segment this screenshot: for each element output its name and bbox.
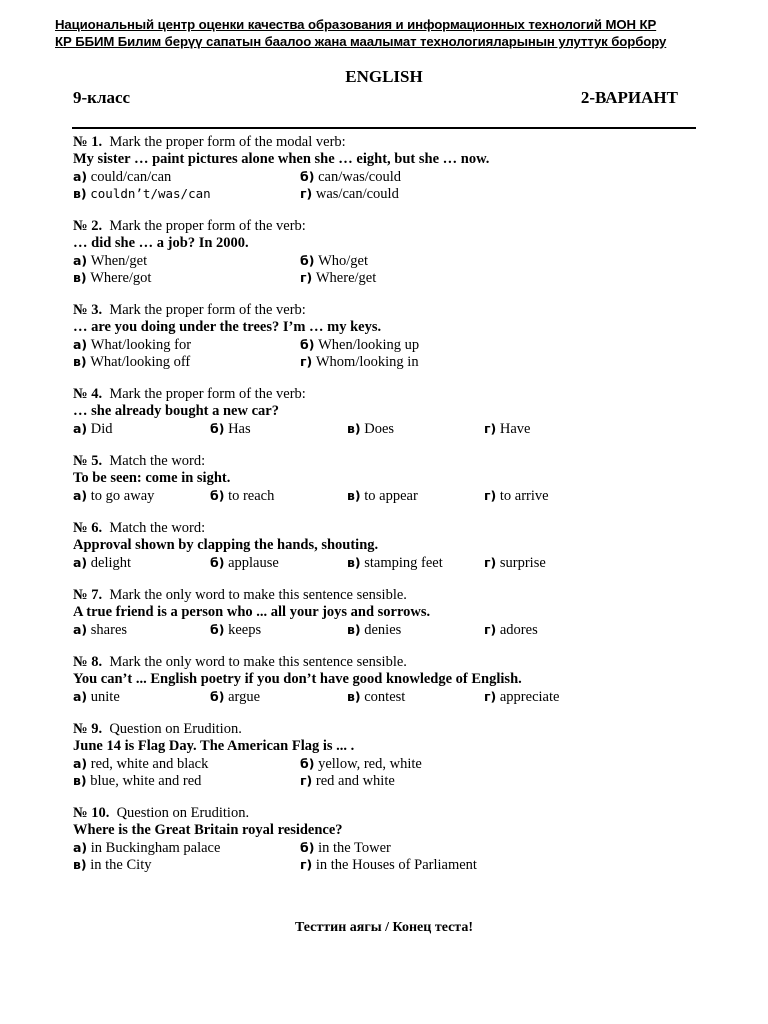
- grade-label: 9-класс: [73, 88, 131, 107]
- question-prompt: … did she … a job? In 2000.: [73, 235, 249, 251]
- question-instruction: Match the word:: [109, 453, 206, 469]
- header-line-2: КР ББИМ Билим берүү сапатын баалоо жана маалымат технологияларынын улуттук борбору: [55, 34, 667, 49]
- question-instruction: Mark the proper form of the verb:: [109, 302, 306, 318]
- question-1: [73, 134, 713, 202]
- answer-option: в) to appear: [347, 488, 418, 504]
- answer-option: г) appreciate: [484, 689, 560, 705]
- answer-option: б) keeps: [210, 622, 262, 638]
- question-number: № 3.: [73, 302, 103, 318]
- question-prompt: A true friend is a person who ... all your joys and sorrows.: [73, 604, 431, 620]
- question-instruction: Match the word:: [109, 520, 206, 536]
- test-end-note: Тесттин аягы / Конец теста!: [294, 920, 474, 935]
- answer-option: б) to reach: [210, 488, 275, 504]
- answer-option: а) red, white and black: [73, 756, 209, 772]
- question-10: [73, 805, 713, 873]
- question-prompt: Where is the Great Britain royal residence?: [73, 822, 343, 838]
- question-prompt: To be seen: come in sight.: [73, 470, 231, 486]
- question-9: [73, 721, 713, 789]
- answer-option: г) in the Houses of Parliament: [300, 857, 477, 873]
- answer-option: в) Does: [347, 421, 395, 437]
- answer-option: а) delight: [73, 555, 132, 571]
- question-number: № 2.: [73, 218, 103, 234]
- answer-option: б) in the Tower: [300, 840, 391, 856]
- question-instruction: Mark the proper form of the modal verb:: [109, 134, 346, 150]
- answer-option: б) When/looking up: [300, 337, 420, 353]
- question-6: [73, 520, 713, 571]
- header-line-1: Национальный центр оценки качества образования и информационных технологий МОН КР: [55, 17, 657, 32]
- question-number: № 7.: [73, 587, 103, 603]
- answer-option: г) red and white: [300, 773, 395, 789]
- answer-option: г) Have: [484, 421, 531, 437]
- answer-option: а) could/can/can: [73, 169, 172, 185]
- question-prompt: … she already bought a new car?: [73, 403, 279, 419]
- question-8: [73, 654, 713, 705]
- answer-option: б) applause: [210, 555, 279, 571]
- question-5: [73, 453, 713, 504]
- question-number: № 6.: [73, 520, 103, 536]
- answer-option: в) stamping feet: [347, 555, 443, 571]
- question-prompt: … are you doing under the trees? I’m … my keys.: [73, 319, 382, 335]
- answer-option: б) Has: [210, 421, 251, 437]
- question-number: № 10.: [73, 805, 110, 821]
- answer-option: г) surprise: [484, 555, 546, 571]
- answer-option: в) Where/got: [73, 270, 152, 286]
- question-prompt: Approval shown by clapping the hands, shouting.: [73, 537, 379, 553]
- answer-option: а) in Buckingham palace: [73, 840, 221, 856]
- question-instruction: Question on Erudition.: [116, 805, 250, 821]
- question-prompt: You can’t ... English poetry if you don’t have good knowledge of English.: [73, 671, 522, 687]
- answer-option: в) couldn’t/was/can: [73, 186, 211, 201]
- question-3: [73, 302, 713, 370]
- question-instruction: Mark the proper form of the verb:: [109, 386, 306, 402]
- answer-option: в) denies: [347, 622, 402, 638]
- question-2: [73, 218, 713, 286]
- answer-option: г) was/can/could: [300, 186, 399, 202]
- question-instruction: Mark the only word to make this sentence sensible.: [109, 587, 407, 603]
- answer-option: а) When/get: [73, 253, 148, 269]
- question-number: № 4.: [73, 386, 103, 402]
- question-number: № 5.: [73, 453, 103, 469]
- answer-option: в) What/looking off: [73, 354, 191, 370]
- question-4: [73, 386, 713, 437]
- answer-option: г) Whom/looking in: [300, 354, 419, 370]
- answer-option: в) contest: [347, 689, 406, 705]
- answer-option: б) can/was/could: [300, 169, 402, 185]
- answer-option: а) Did: [73, 421, 113, 437]
- question-prompt: My sister … paint pictures alone when she … eight, but she … now.: [73, 151, 490, 167]
- question-instruction: Question on Erudition.: [109, 721, 242, 737]
- answer-option: г) to arrive: [484, 488, 549, 504]
- answer-option: а) shares: [73, 622, 128, 638]
- answer-option: б) Who/get: [300, 253, 369, 269]
- answer-option: а) to go away: [73, 488, 155, 504]
- question-instruction: Mark the only word to make this sentence sensible.: [109, 654, 407, 670]
- question-prompt: June 14 is Flag Day. The American Flag is ... .: [73, 738, 355, 754]
- answer-option: г) Where/get: [300, 270, 377, 286]
- answer-option: б) argue: [210, 689, 261, 705]
- question-instruction: Mark the proper form of the verb:: [109, 218, 306, 234]
- header-divider: [72, 127, 696, 129]
- answer-option: а) unite: [73, 689, 120, 705]
- variant-label: 2-ВАРИАНТ: [580, 88, 678, 107]
- answer-option: б) yellow, red, white: [300, 756, 422, 772]
- question-7: [73, 587, 713, 638]
- answer-option: в) blue, white and red: [73, 773, 202, 789]
- question-number: № 9.: [73, 721, 103, 737]
- question-number: № 8.: [73, 654, 103, 670]
- subject-title: ENGLISH: [345, 67, 423, 86]
- answer-option: а) What/looking for: [73, 337, 192, 353]
- answer-option: в) in the City: [73, 857, 152, 873]
- question-number: № 1.: [73, 134, 103, 150]
- answer-option: г) adores: [484, 622, 538, 638]
